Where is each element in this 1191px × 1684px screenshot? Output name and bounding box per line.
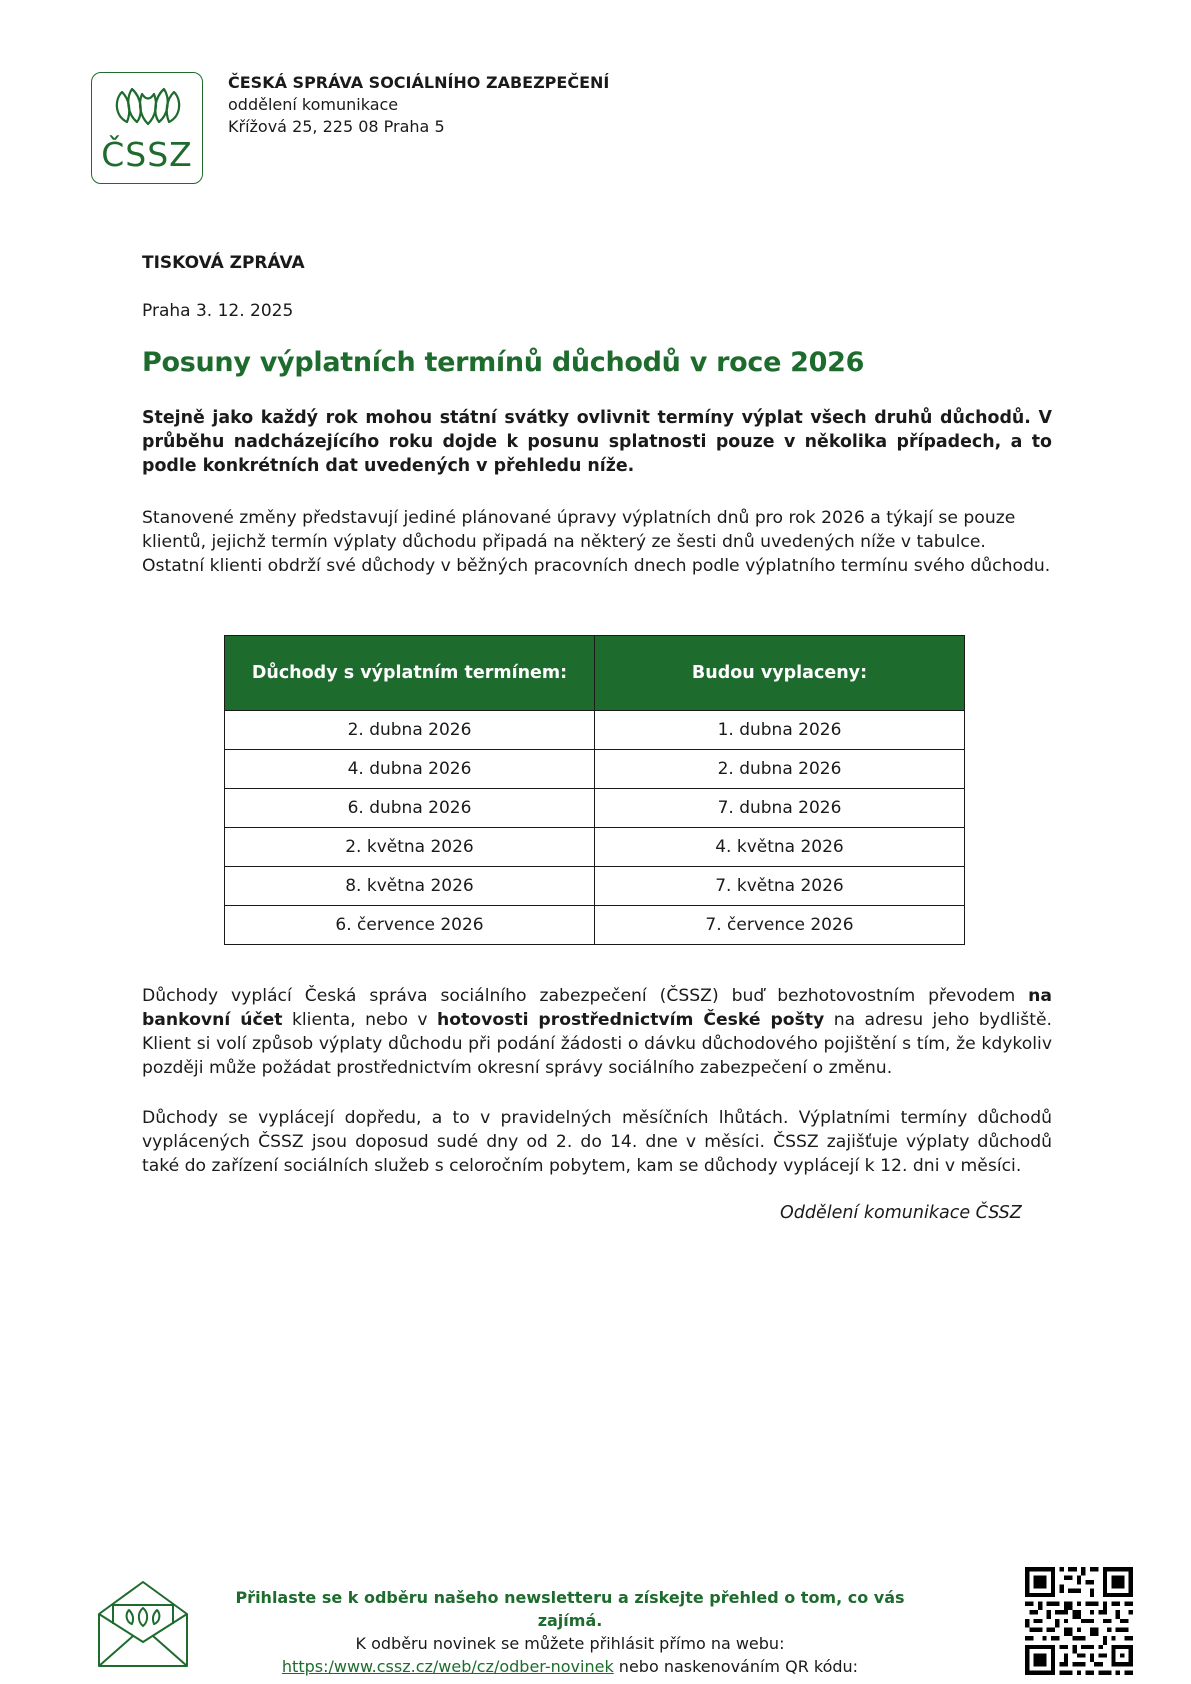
table-cell: 2. dubna 2026	[225, 711, 595, 750]
newsletter-link[interactable]: https:/www.cssz.cz/web/cz/odber-novinek	[281, 1657, 614, 1676]
document-date: Praha 3. 12. 2025	[142, 301, 294, 321]
newsletter-link-line	[230, 1655, 910, 1678]
table-cell: 7. července 2026	[595, 906, 965, 945]
organization-header	[228, 72, 609, 138]
page-title: Posuny výplatních termínů důchodů v roce 2026	[142, 347, 865, 378]
table-cell: 6. července 2026	[225, 906, 595, 945]
table-cell: 2. května 2026	[225, 828, 595, 867]
table-row	[225, 711, 965, 750]
org-name: ČESKÁ SPRÁVA SOCIÁLNÍHO ZABEZPEČENÍ	[228, 73, 610, 92]
table-cell: 4. dubna 2026	[225, 750, 595, 789]
newsletter-promo: Přihlaste se k odběru našeho newsletteru a získejte přehled o tom, co vás zajímá.	[235, 1588, 905, 1630]
table-header-cell: Důchody s výplatním termínem:	[225, 636, 595, 711]
table-cell: 7. května 2026	[595, 867, 965, 906]
table-row	[225, 867, 965, 906]
table-cell: 7. dubna 2026	[595, 789, 965, 828]
table-row	[225, 789, 965, 828]
table-row	[225, 828, 965, 867]
org-department: oddělení komunikace	[228, 95, 399, 114]
table-cell: 6. dubna 2026	[225, 789, 595, 828]
payment-dates-table	[224, 635, 965, 945]
paragraph-1: Stanovené změny představují jediné plánované úpravy výplatních dnů pro rok 2026 a týkají se pouze klientů, jejichž termín výplaty důchodu připadá na některý ze šesti dnů uvedených níže v tabulce. Ostatní klienti obdrží své důchody v běžných pracovních dnech podle výplatního termínu svého důchodu.	[142, 508, 1051, 576]
lead-paragraph: Stejně jako každý rok mohou státní svátky ovlivnit termíny výplat všech druhů důchodů. V průběhu nadcházejícího roku dojde k posunu splatnosti pouze v několika případech, a to podle konkrétních dat uvedených v přehledu níže.	[142, 408, 1052, 476]
table-cell: 8. května 2026	[225, 867, 595, 906]
table-header-row	[225, 636, 965, 711]
qr-code-icon[interactable]	[1025, 1567, 1133, 1675]
newsletter-info: K odběru novinek se můžete přihlásit přímo na webu:	[355, 1634, 785, 1653]
paragraph-2	[142, 984, 1052, 1080]
table-cell: 4. května 2026	[595, 828, 965, 867]
document-label: TISKOVÁ ZPRÁVA	[142, 253, 305, 273]
org-address: Křížová 25, 225 08 Praha 5	[228, 117, 445, 136]
signature: Oddělení komunikace ČSSZ	[780, 1203, 1022, 1223]
table-row	[225, 906, 965, 945]
table-cell: 1. dubna 2026	[595, 711, 965, 750]
table-row	[225, 750, 965, 789]
table-header-cell: Budou vyplaceny:	[595, 636, 965, 711]
leaves-icon	[110, 86, 186, 128]
cssz-logo	[91, 72, 203, 184]
paragraph-2-text: Důchody vyplácí Česká správa sociálního zabezpečení (ČSSZ) buď bezhotovostním převodem	[142, 986, 1029, 1006]
newsletter-qr-hint: nebo naskenováním QR kódu:	[613, 1657, 859, 1676]
table-cell: 2. dubna 2026	[595, 750, 965, 789]
paragraph-2-text: na adresu jeho bydliště. Klient si volí způsob výplaty důchodu při podání žádosti o dávku důchodového pojištění s tím, že kdykoliv později může požádat prostřednictvím okresní správy sociálního zabezpečení o změnu.	[142, 1010, 1053, 1078]
logo-text: ČSSZ	[101, 135, 193, 174]
paragraph-2-bold-post: hotovosti prostřednictvím České pošty	[437, 1010, 825, 1030]
newsletter-footer	[230, 1586, 910, 1678]
envelope-icon	[95, 1578, 191, 1670]
paragraph-3: Důchody se vyplácejí dopředu, a to v pravidelných měsíčních lhůtách. Výplatními termíny důchodů vyplácených ČSSZ jsou doposud sudé dny od 2. do 14. dne v měsíci. ČSSZ zajišťuje výplaty důchodů také do zařízení sociálních služeb s celoročním pobytem, kam se důchody vyplácejí k 12. dni v měsíci.	[142, 1108, 1052, 1176]
paragraph-2-text: klienta, nebo v	[282, 1010, 438, 1030]
paragraph-2-bold-bank: na bankovní účet	[142, 986, 1052, 1030]
